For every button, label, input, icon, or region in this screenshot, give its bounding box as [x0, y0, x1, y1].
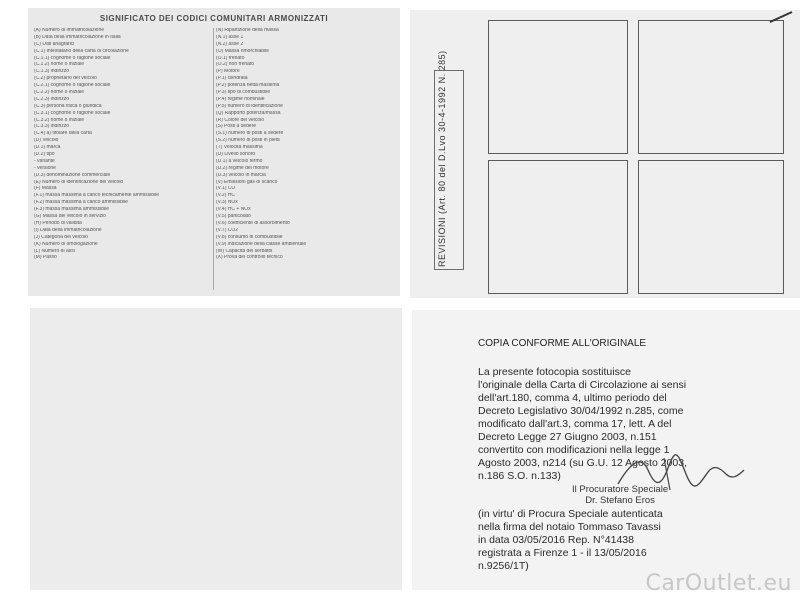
conformity-line: La presente fotocopia sostituisce	[478, 366, 631, 378]
revision-strip-text: REVISIONI (Art. 80 del D.Lvo 30-4-1992 N. 285)	[437, 50, 447, 267]
code-line: (C.3.1) cognome o ragione sociale	[34, 110, 111, 116]
code-line: (C.4) a) titolare della carta	[34, 131, 92, 137]
code-line: (C.3.2) nome o iniziale	[34, 117, 85, 123]
codes-title: SIGNIFICATO DEI CODICI COMUNITARI ARMONIZZATI	[99, 14, 329, 23]
code-line: (N) Ripartizione della massa	[216, 28, 279, 33]
code-line: (T) Velocità massima	[216, 145, 263, 151]
conformity-line: modificato dall'art.3, comma 17, lett. A del	[478, 418, 672, 430]
code-line: (L) Numero di assi	[34, 248, 75, 254]
code-line: (C.3.3) indirizzo	[34, 124, 70, 130]
code-line: - variante	[34, 158, 55, 164]
code-line: (C.2.1) cognome o ragione sociale	[34, 83, 111, 89]
code-line: (V.2) HC	[216, 193, 235, 199]
code-line: (P.2) potenza netta massima	[216, 83, 280, 89]
code-line: (C.1.1) cognome o ragione sociale	[34, 55, 111, 61]
code-line: (C.1.3) indirizzo	[34, 69, 70, 75]
code-line: (F.2) massa massima a carico ammissibile	[34, 200, 128, 206]
signatory-name: Dr. Stefano Eros	[585, 495, 655, 506]
code-line: (U.2) regime del motore	[216, 165, 269, 171]
signatory	[572, 484, 668, 506]
code-line: (C.2.3) indirizzo	[34, 96, 70, 102]
code-line: (H) Periodo di validità	[34, 220, 82, 226]
code-line: (U) Livello sonoro	[216, 152, 256, 158]
code-line: (K) Numero di omologazione	[34, 241, 98, 247]
revision-page	[410, 10, 800, 298]
code-line: (O.2) non frenato	[216, 62, 255, 68]
code-line: (V.9) indicazione della classe ambientale	[216, 241, 307, 247]
code-line: (C.1.2) nome o iniziale	[34, 62, 85, 68]
authentication-note	[478, 508, 788, 573]
code-line: (P.5) numero di identificazione	[216, 103, 283, 109]
conformity-line: l'originale della Carta di Circolazione ai sensi	[478, 379, 687, 391]
code-line: (C) Dati anagrafici	[34, 41, 75, 47]
code-line: (V.8) consumo di combustibile	[216, 234, 283, 240]
code-line: (N.1) asse 1	[216, 34, 244, 40]
code-line: (A) Numero di immatricolazione	[34, 28, 105, 33]
column-divider	[213, 28, 214, 290]
code-line: (U.1) a veicolo fermo	[216, 158, 263, 164]
code-line: (N.2) asse 2	[216, 41, 244, 47]
code-line: (G) Massa del veicolo in servizio	[34, 214, 106, 220]
code-line: (S.2) numero di posti in piedi	[216, 138, 280, 144]
revision-box-1	[488, 20, 628, 154]
conformity-line: n.186 S.O. n.133)	[478, 470, 561, 482]
code-line: (R) Colore del veicolo	[216, 117, 265, 123]
revision-box-2	[638, 20, 784, 154]
code-line: (P.4) regime nominale	[216, 96, 265, 102]
conformity-page	[412, 310, 800, 590]
code-line: (W) Capacità dei serbatoi	[216, 248, 273, 254]
code-line: (C.2.2) nome o iniziale	[34, 90, 85, 96]
authentication-line: in data 03/05/2016 Rep. N°41438	[478, 534, 634, 546]
code-line: - versione	[34, 165, 56, 171]
code-line: (C.3) persona fisica o giuridica	[34, 103, 102, 109]
watermark-logo: CarOutlet.eu	[645, 571, 792, 596]
code-line: (D.2) tipo	[34, 152, 55, 158]
code-line: (J) Categoria del veicolo	[34, 234, 88, 240]
code-line: (O) Massa rimorchiabile	[216, 48, 270, 54]
authentication-line: (in virtu' di Procura Speciale autenticata	[478, 508, 663, 520]
authentication-line: nella firma del notaio Tommaso Tavassi	[478, 521, 661, 533]
conformity-line: Decreto Legislativo 30/04/1992 n.285, come	[478, 405, 684, 417]
revision-box-4	[638, 160, 784, 294]
code-line: (D.1) marca	[34, 145, 61, 151]
code-line: (P) Motore	[216, 69, 240, 75]
code-line: (V) Emissioni gas di scarico	[216, 179, 278, 185]
blank-page	[30, 308, 402, 590]
code-line: (V.3) NOx	[216, 200, 238, 206]
code-line: (V.5) particolato	[216, 214, 251, 220]
conformity-line: convertito con modificazioni nella legge 1	[478, 444, 670, 456]
code-line: (V.6) coefficiente di assorbimento	[216, 220, 290, 226]
code-line: (P.1) cilindrata	[216, 76, 248, 82]
signatory-role: Il Procuratore Speciale	[572, 484, 669, 495]
code-line: (V.1) CO	[216, 186, 236, 192]
code-line: (P.3) tipo di combustibile	[216, 90, 271, 96]
code-line: (V.4) HC + NOx	[216, 207, 251, 213]
conformity-line: Agosto 2003, n214 (su G.U. 12 Agosto 2003,	[478, 457, 687, 469]
code-line: (B) Data della immatricolazione in Italia	[34, 34, 121, 40]
code-line: (D.3) denominazione commerciale	[34, 172, 111, 178]
corner-mark	[766, 10, 796, 24]
code-line: (S) Posti a sedere	[216, 124, 257, 130]
authentication-line: n.9256/1T)	[478, 560, 529, 572]
code-line: (F) Massa	[34, 186, 57, 192]
code-line: (M) Passo	[34, 255, 57, 261]
code-line: (F.1) massa massima a carico tecnicamente ammissibile	[34, 193, 160, 199]
code-line: (U.3) veicolo in marcia	[216, 172, 266, 178]
conformity-line: dell'art.180, comma 4, ultimo periodo del	[478, 392, 667, 404]
code-line: (V.7) CO2	[216, 227, 239, 233]
conformity-line: Decreto Legge 27 Giugno 2003, n.151	[478, 431, 657, 443]
conformity-title: COPIA CONFORME ALL'ORIGINALE	[478, 338, 647, 349]
code-line: (C.1) Intestatario della carta di circolazione	[34, 48, 129, 54]
codes-page	[28, 8, 400, 296]
code-line: (O.1) frenato	[216, 55, 245, 61]
revision-strip	[434, 50, 464, 270]
revision-box-3	[488, 160, 628, 294]
code-line: (D) Veicolo	[34, 138, 59, 144]
code-line: (C.2) proprietario del veicolo	[34, 76, 97, 82]
codes-column-left	[34, 28, 212, 290]
code-line: (Q) Rapporto potenza/massa	[216, 110, 281, 116]
code-line: (E) Numero di identificazione del veicolo	[34, 179, 124, 185]
code-line: (X) Prova del controllo tecnico	[216, 255, 283, 261]
code-line: (S.1) numero di posti a sedere	[216, 131, 284, 137]
codes-column-right	[216, 28, 394, 290]
authentication-line: registrata a Firenze 1 - il 13/05/2016	[478, 547, 647, 559]
code-line: (F.3) massa massima ammissibile	[34, 207, 110, 213]
code-line: (I) Data della immatricolazione	[34, 227, 102, 233]
